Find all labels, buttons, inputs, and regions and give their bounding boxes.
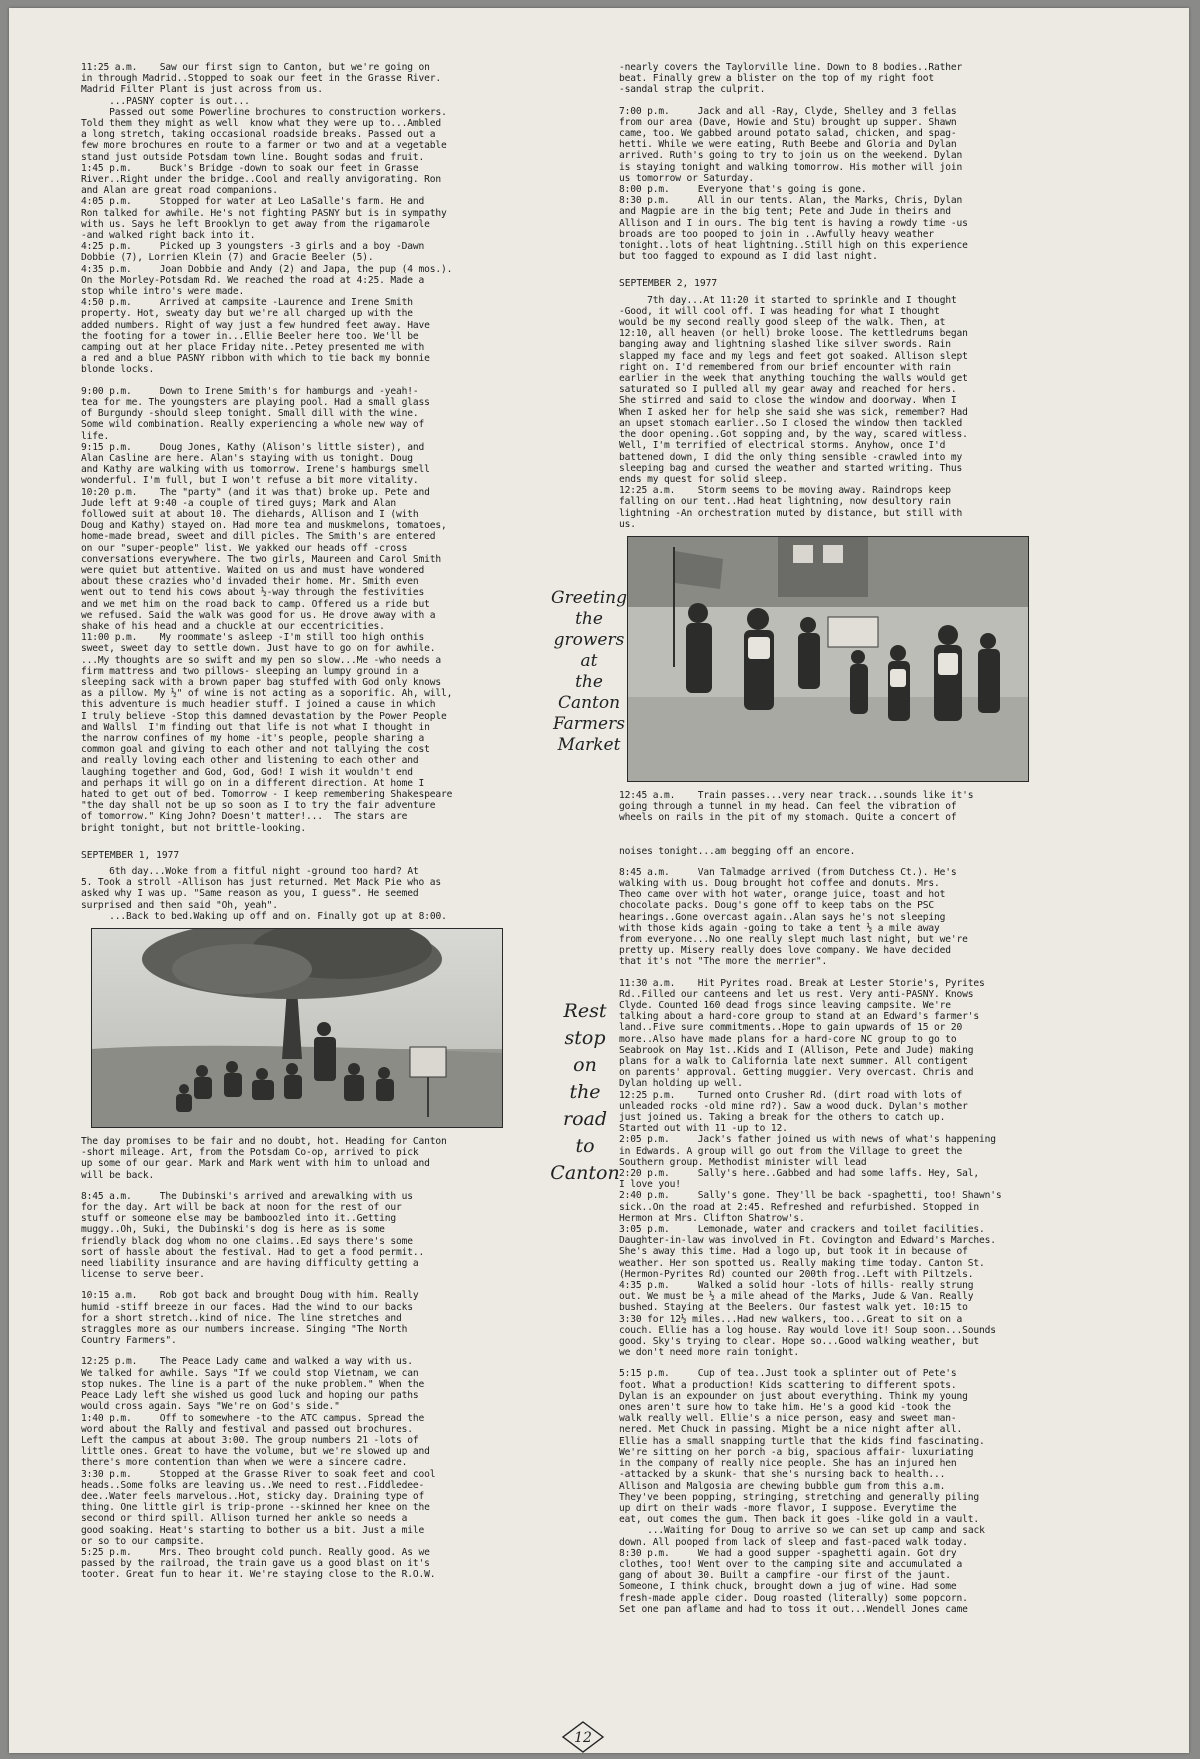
right-column — [619, 62, 1045, 1615]
journal-entry: 6th day...Woke from a fitful night -ground too hard? At 5. Took a stroll -Allison has just returned. Met Mack Pie who as asked why I was up. "Same reason as you, I guess". He seemed surprised and then said "Oh, yeah". ...Back to bed.Waking up off and on. Finally got up at 8:00. — [81, 866, 447, 922]
caption-greeting-growers — [539, 588, 639, 756]
caption-line: the — [575, 672, 603, 692]
caption-line: at — [580, 651, 598, 671]
journal-entry: 8:45 a.m. The Dubinski's arrived and arewalking with us for the day. Art will be back at noon for the rest of our stuff or someone else may be bamboozled into it..Getting muggy..Oh, Suki, the Dubinski's dog is here as is some friendly black dog whom no one claims..Ed says there's some sort of hassle about the festival. Had to get a food permit.. need liability insurance and are having difficulty getting a license to serve beer. — [81, 1190, 425, 1281]
caption-line: Canton — [557, 693, 621, 713]
journal-entry: 12:45 a.m. Train passes...very near track...sounds like it's going through a tunnel in my head. Can feel the vibration of wheels on rails in the pit of my stomach. Quite a concert of — [619, 789, 974, 824]
photo-rest-stop — [91, 928, 503, 1128]
caption-line: Market — [557, 735, 621, 755]
photo-farmers-market-image — [628, 537, 1028, 781]
caption-line: Rest — [563, 1000, 607, 1022]
journal-entry: 11:30 a.m. Hit Pyrites road. Break at Lester Storie's, Pyrites Rd..Filled our canteens and let us rest. Very anti-PASNY. Knows Clyde. Counted 160 dead frogs since leaving campsite. We're talking about a hard-core group to stand at an Edward's farmer's land..Five sure commitments..Hope to gain upwards of 15 or 20 more..Also have made plans for a hard-core NC group to go to Seabrook on May 1st..Kids and I (Allison, Pete and Jude) making plans for a walk to California late next summer. All contigent on parents' approval. Getting muggier. Very overcast. Chris and Dylan holding up well. 12:25 p.m. Turned onto Crusher Rd. (dirt road with lots of unleaded rocks -old mine rd?). Saw a wood duck. Dylan's mother just joined us. Taking a break for the others to catch up. Started out with 11 -up to 12. 2:05 p.m. Jack's father joined us with news of what's happening in Edwards. A group will go out from the Village to greet the Southern group. Methodist minister will lead 2:20 p.m. Sally's here..Gabbed and had some laffs. Hey, Sal, I love you! 2:40 p.m. Sally's gone. They'll be back -spaghetti, too! Shawn's sick..On the road at 2:45. Refreshed and refurbished. Stopped in Hermon at Mrs. Clifton Shatrow's. 3:05 p.m. Lemonade, water and crackers and toilet facilities. Daughter-in-law was involved in Ft. Covington and Edward's Marches. She's away this time. Had a logo up, but took it in because of weather. Her son spotted us. Really making time today. Canton St. (Hermon-Pyrites Rd) counted our 200th frog..Left with Piltzels. 4:35 p.m. Walked a solid hour -lots of hills- really strung out. We must be ½ a mile ahead of the Marks, Jude & Van. Really bushed. Staying at the Beelers. Our fastest walk yet. 10:15 to 3:30 for 12½ miles...Had new walkers, too...Great to sit on a couch. Ellie has a log house. Ray would love it! Soup soon...Sounds good. Sky's trying to clear. Hope so...Good walking weather, but we don't need more rain tonight. — [619, 977, 1002, 1359]
photo-farmers-market — [627, 536, 1029, 782]
journal-entry: 10:15 a.m. Rob got back and brought Doug with him. Really humid -stiff breeze in our faces. Had the wind to our backs for a short stretch..kind of nice. The line stretches and straggles more as our numbers increase. Singing "The North Country Farmers". — [81, 1290, 419, 1347]
caption-rest-stop — [545, 998, 625, 1187]
photo-rest-stop-image — [92, 929, 502, 1127]
page-number — [561, 1720, 605, 1754]
page-number-text: 12 — [574, 1730, 592, 1746]
journal-entry: -nearly covers the Taylorville line. Down to 8 bodies..Rather beat. Finally grew a blister on the top of my right foot -sandal strap the culprit. — [619, 62, 963, 96]
caption-line: road — [562, 1108, 607, 1130]
journal-entry: 12:25 p.m. The Peace Lady came and walked a way with us. We talked for awhile. Says "If we could stop Vietnam, we can stop nukes. The line is a part of the nuke problem." When the Peace Lady left she wished us good luck and hoping our paths would cross again. Says "We're on God's side." 1:40 p.m. Off to somewhere -to the ATC campus. Spread the word about the Rally and festival and passed out brochures. Left the campus at about 3:00. The group numbers 21 -lots of little ones. Great to have the volume, but we're slowed up and there's more contention than when we were a sincere cadre. 3:30 p.m. Stopped at the Grasse River to soak feet and cool heads..Some folks are leaving us..We need to rest..Fiddledee- dee..Water feels marvelous..Hot, sticky day. Draining type of thing. One little girl is trip-prone --skinned her knee on the second or third spill. Allison turned her ankle so needs a good soaking. Heat's starting to bother us a bit. Just a mile or so to our campsite. 5:25 p.m. Mrs. Theo brought cold punch. Really good. As we passed by the railroad, the train gave us a good blast on it's tooter. Great fun to hear it. We're staying close to the R.O.W. — [81, 1356, 436, 1581]
caption-line: stop — [564, 1027, 606, 1049]
caption-line: the — [569, 1081, 601, 1103]
journal-entry: 9:00 p.m. Down to Irene Smith's for hamburgs and -yeah!- tea for me. The youngsters are playing pool. Had a small glass of Burgundy -should sleep tonight. Small dill with the wine. Some wild combination. Really experiencing a whole new way of life. 9:15 p.m. Doug Jones, Kathy (Alison's little sister), and Alan Casline are here. Alan's staying with us tonight. Doug and Kathy are walking with us tomorrow. Irene's hamburgs smell wonderful. I'm full, but I won't refuse a bit more vitality. 10:20 p.m. The "party" (and it was that) broke up. Pete and Jude left at 9:40 -a couple of tired guys; Mark and Alan followed suit at about 10. The diehards, Allison and I (with Doug and Kathy) stayed on. Had more tea and muskmelons, tomatoes, home-made bread, sweet and dill picles. The Smith's are entered on our "super-people" list. We yakked our heads off -cross conversations everywhere. The two girls, Maureen and Carol Smith were quiet but attentive. Waited on us and must have wondered about these crazies who'd invaded their home. Mr. Smith even went out to tend his cows about ½-way through the festivities and we met him on the road back to camp. Offered us a ride but we refused. Said the walk was good for us. He drove away with a shake of his head and a chuckle at our eccentricities. 11:00 p.m. My roommate's asleep -I'm still too high onthis sweet, sweet day to settle down. Just have to go on for awhile. ...My thoughts are so swift and my pen so slow...Me -who needs a firm mattress and two pillows- sleeping an lumpy ground in a sleeping sack with a brown paper bag stuffed with God only knows as a pillow. My ½" of wine is not acting as a soporific. Ah, will, this adventure is much headier stuff. I joined a cause in which I truly believe -Stop this damned devastation by the Power People and Wallsl I'm finding out that life is not what I thought in the narrow confines of my home -it's people, people sharing a common goal and giving to each other and not tallying the cost and really loving each other and listening to each other and laughing together and God, God, God! I wish it wouldn't end and perhaps it will go on in a different direction. At home I hated to get out of bed. Tomorrow - I keep remembering Shakespeare "the day shall not be up so soon as I to try the fair adventure of tomorrow." King John? Doesn't matter!... The stars are bright tonight, but not brittle-looking. — [81, 385, 453, 834]
page-number-diamond — [561, 1720, 605, 1754]
caption-line: Farmers — [553, 714, 625, 734]
date-heading: SEPTEMBER 1, 1977 — [81, 849, 180, 861]
caption-line: Canton — [550, 1162, 620, 1184]
caption-line: growers — [553, 630, 625, 650]
journal-entry: The day promises to be fair and no doubt, hot. Heading for Canton -short mileage. Art, from the Potsdam Co-op, arrived to pick up some of our gear. Mark and Mark went with him to unload and will be back. — [81, 1136, 447, 1181]
caption-line: to — [575, 1135, 595, 1157]
journal-entry: 11:25 a.m. Saw our first sign to Canton, but we're going on in through Madrid..Stopped to soak our feet in the Grasse River. Madrid Filter Plant is just across from us. ...PASNY copter is out... Passed out some Powerline brochures to construction workers. Told them they might as well know what they were up to...Ambled a long stretch, taking occasional roadside breaks. Passed out a few more brochures en route to a farmer or two and at a vegetable stand just outside Potsdam town line. Bought sodas and fruit. 1:45 p.m. Buck's Bridge -down to soak our feet in Grasse River..Right under the bridge..Cool and really anvigorating. Ron and Alan are great road companions. 4:05 p.m. Stopped for water at Leo LaSalle's farm. He and Ron talked for awhile. He's not fighting PASNY but is in sympathy with us. Says he left Brooklyn to get away from the rigamarole -and walked right back into it. 4:25 p.m. Picked up 3 youngsters -3 girls and a boy -Dawn Dobbie (7), Lorrien Klein (7) and Gracie Beeler (5). 4:35 p.m. Joan Dobbie and Andy (2) and Japa, the pup (4 mos.). On the Morley-Potsdam Rd. We reached the road at 4:25. Made a stop while intro's were made. 4:50 p.m. Arrived at campsite -Laurence and Irene Smith property. Hot, sweaty day but we're all charged up with the added numbers. Right of way just a few hundred feet away. Have the footing for a tower in...Ellie Beeler here too. We'll be camping out at her place Friday nite..Petey presented me with a red and a blue PASNY ribbon with which to tie back my bonnie blonde locks. — [81, 62, 453, 376]
left-column — [81, 62, 507, 1581]
journal-entry: 7th day...At 11:20 it started to sprinkle and I thought -Good, it will cool off. I was heading for what I thought would be my second really good sleep of the walk. Then, at 12:10, all heaven (or hell) broke loose. The kettledrums began banging away and lightning slashed like silver swords. Rain slapped my face and my legs and feet got soaked. Allison slept right on. I'd remembered from our brief encounter with rain earlier in the week that anything touching the walls would get saturated so I pulled all my gear away and reached for hers. She stirred and said to close the window and doorway. When I When I asked her for help she said she was sick, remember? Had an upset stomach earlier..So I closed the window then tackled the door opening..Got sopping and, by the way, scared witless. Well, I'm terrified of electrical storms. Anyhow, once I'd battened down, I did the only thing sensible -crawled into my sleeping bag and cursed the weather and started writing. Thus ends my quest for solid sleep. 12:25 a.m. Storm seems to be moving away. Raindrops keep falling on our tent..Had heat lightning, now desultory rain lightning -An orchestration muted by distance, but still with us. — [619, 294, 968, 530]
newsletter-page — [9, 8, 1189, 1753]
journal-entry: 7:00 p.m. Jack and all -Ray, Clyde, Shelley and 3 fellas from our area (Dave, Howie and Stu) brought up supper. Shawn came, too. We gabbed around potato salad, chicken, and spag- hetti. While we were eating, Ruth Beebe and Gloria and Dylan arrived. Ruth's going to try to join us on the weekend. Dylan is staying tonight and walking tomorrow. His mother will join us tomorrow or Saturday. 8:00 p.m. Everyone that's going is gone. 8:30 p.m. All in our tents. Alan, the Marks, Chris, Dylan and Magpie are in the big tent; Pete and Jude in theirs and Allison and I in ours. The big tent is having a rowdy time -us broads are too pooped to join in ..Awfully heavy weather tonight..lots of heat lightning..Still high on this experience but too fagged to expound as I did last night. — [619, 105, 968, 263]
journal-entry: 8:45 a.m. Van Talmadge arrived (from Dutchess Ct.). He's walking with us. Doug brought hot coffee and donuts. Mrs. Theo came over with hot water, orange juice, toast and hot chocolate packs. Doug's gone off to keep tabs on the PSC hearings..Gone overcast again..Alan says he's not sleeping with those kids again -going to take a tent ½ a mile away from everyone...No one really slept much last night, but we're pretty up. Misery really does love company. We have decided that it's not "The more the merrier". — [619, 866, 968, 968]
journal-entry: noises tonight...am begging off an encore. — [619, 845, 856, 857]
caption-line: the — [575, 609, 603, 629]
date-heading: SEPTEMBER 2, 1977 — [619, 278, 718, 290]
journal-entry: 5:15 p.m. Cup of tea..Just took a splinter out of Pete's foot. What a production! Kids scattering to different spots. Dylan is an expounder on just about everything. Think my young ones aren't sure how to take him. He's a good kid -took the walk really well. Ellie's a nice person, easy and sweet man- nered. Met Chuck in passing. Might be a nice night after all. Ellie has a small snapping turtle that the kids find fascinating. We're sitting on her porch -a big, spacious affair- luxuriating in the company of really nice people. She has an injured hen -attacked by a skunk- that she's nursing back to health... Allison and Malgosia are chewing bubble gum from this a.m. They've been popping, stringing, stretching and generally piling up dirt on their wads -more flavor, I suppose. Everytime the eat, out comes the gum. Then back it goes -like gold in a vault. ...Waiting for Doug to arrive so we can set up camp and sack down. All pooped from lack of sleep and fast-paced walk today. 8:30 p.m. We had a good supper -spaghetti again. Got dry clothes, too! Went over to the camping site and accumulated a gang of about 30. Built a campfire -our first of the jaunt. Someone, I think chuck, brought down a jug of wine. Had some fresh-made apple cider. Doug roasted (literally) some popcorn. Set one pan aflame and had to toss it out...Wendell Jones came — [619, 1368, 985, 1615]
caption-line: on — [573, 1054, 597, 1076]
caption-line: Greeting — [551, 588, 627, 608]
